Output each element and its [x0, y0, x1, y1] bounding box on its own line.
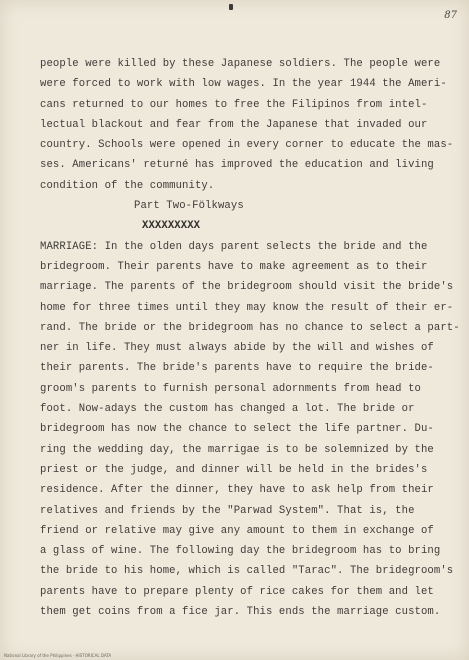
text-line: friend or relative may give any amount to them in exchange of [40, 524, 434, 537]
text-line: MARRIAGE: In the olden days parent selects the bride and the [40, 240, 428, 253]
page-number: 87 [444, 10, 457, 21]
text-line: bridegroom has now the chance to select the life partner. Du- [40, 423, 434, 436]
typed-text-body [40, 54, 460, 622]
text-line: condition of the community. [40, 179, 215, 192]
text-line: rand. The bride or the bridegroom has no chance to select a part- [40, 321, 460, 334]
section-heading: Part Two-Fölkways [134, 200, 244, 213]
text-line: their parents. The bride's parents have to require the bride- [40, 362, 434, 375]
text-line: were forced to work with low wages. In the year 1944 the Ameri- [40, 78, 447, 91]
text-line: ring the wedding day, the marrigae is to be solemnized by the [40, 443, 434, 456]
text-line: home for three times until they may know the result of their er- [40, 301, 454, 314]
archive-footer-note: National Library of the Philippines · HISTORICAL DATA [4, 653, 112, 658]
text-line: lectual blackout and fear from the Japanese that invaded our [40, 118, 428, 131]
text-line: bridegroom. Their parents have to make agreement as to their [40, 260, 428, 273]
text-line: residence. After the dinner, they have to ask help from their [40, 484, 434, 497]
text-line: priest or the judge, and dinner will be held in the brides's [40, 463, 428, 476]
text-line: relatives and friends by the "Parwad System". That is, the [40, 504, 415, 517]
text-line: groom's parents to furnish personal adornments from head to [40, 382, 421, 395]
text-line: foot. Now-adays the custom has changed a lot. The bride or [40, 403, 415, 416]
text-line: ner in life. They must always abide by the will and wishes of [40, 342, 434, 355]
text-line: a glass of wine. The following day the bridegroom has to bring [40, 545, 441, 558]
text-line: people were killed by these Japanese soldiers. The people were [40, 58, 441, 70]
text-line: cans returned to our homes to free the Filipinos from intel- [40, 98, 428, 111]
text-line: the bride to his home, which is called "Tarac". The bridegroom's [40, 565, 454, 578]
text-line: ses. Americans' returné has improved the education and living [40, 159, 434, 172]
text-line: country. Schools were opened in every corner to educate the mas- [40, 139, 454, 152]
text-line: them get coins from a fice jar. This ends the marriage custom. [40, 606, 441, 619]
binder-hole-mark [229, 4, 233, 10]
text-line: parents have to prepare plenty of rice cakes for them and let [40, 585, 434, 598]
text-line: marriage. The parents of the bridegroom should visit the bride's [40, 281, 454, 294]
struck-out-text: XXXXXXXXX [142, 220, 201, 233]
